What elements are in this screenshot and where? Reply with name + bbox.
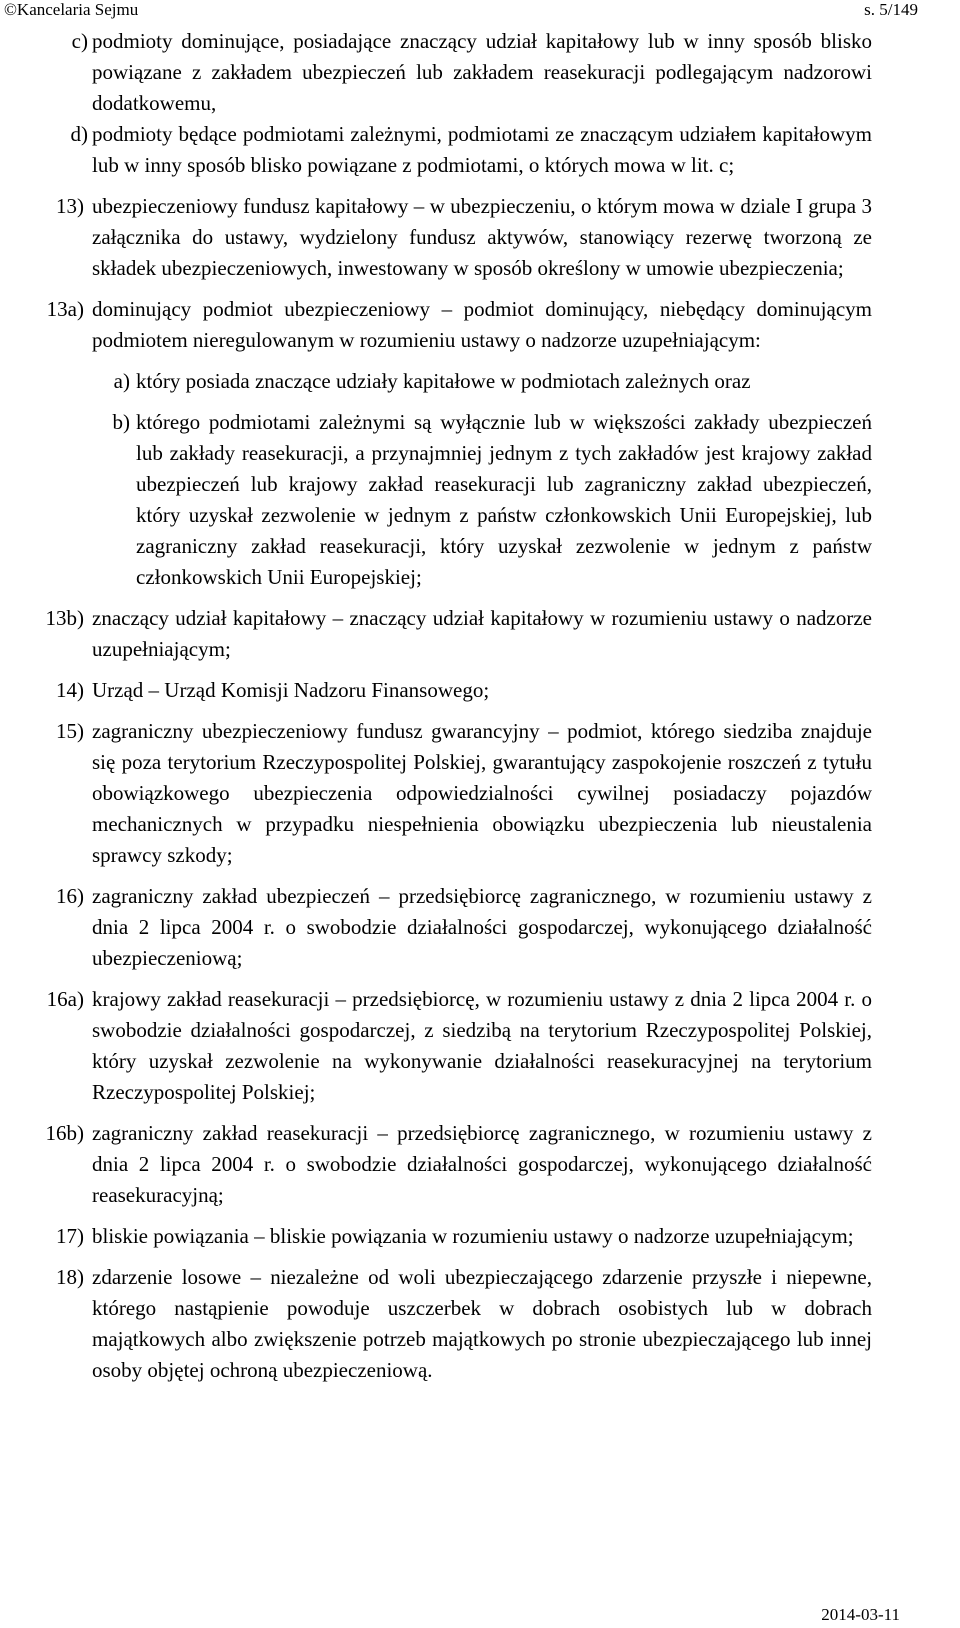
item-text: Urząd – Urząd Komisji Nadzoru Finansowego; <box>92 678 490 702</box>
item-text: który posiada znaczące udziały kapitałowe w podmiotach zależnych oraz <box>136 369 751 393</box>
item-text: ubezpieczeniowy fundusz kapitałowy – w ubezpieczeniu, o którym mowa w dziale I grupa 3 załącznika do ustawy, wydzielony fundusz aktywów, stanowiący rezerwę tworzoną ze składek ubezpieczeniowych, inwestowany w sposób określony w umowie ubezpieczenia; <box>92 194 872 280</box>
list-item <box>71 26 872 119</box>
item-label: 16a) <box>46 987 84 1011</box>
item-text: bliskie powiązania – bliskie powiązania w rozumieniu ustawy o nadzorze uzupełniającym; <box>92 1224 854 1248</box>
list-item <box>70 119 872 181</box>
list-item <box>46 984 872 1108</box>
item-label: 15) <box>56 719 84 743</box>
item-label: d) <box>70 122 88 146</box>
item-label: 16) <box>56 884 84 908</box>
list-item <box>45 1118 872 1211</box>
header-copyright: ©Kancelaria Sejmu <box>4 0 139 19</box>
item-label: 17) <box>56 1224 84 1248</box>
list-item <box>56 675 872 706</box>
item-text: dominujący podmiot ubezpieczeniowy – podmiot dominujący, niebędący dominującym podmiotem nieregulowanym w rozumieniu ustawy o nadzorze uzupełniającym: <box>92 297 872 352</box>
item-text: zagraniczny zakład reasekuracji – przedsiębiorcę zagranicznego, w rozumieniu ustawy z dnia 2 lipca 2004 r. o swobodzie działalności gospodarczej, wykonującego działalność reasekuracyjną; <box>92 1121 872 1207</box>
item-label: b) <box>112 410 130 434</box>
item-label: 18) <box>56 1265 84 1289</box>
item-text: zdarzenie losowe – niezależne od woli ubezpieczającego zdarzenie przyszłe i niepewne, którego nastąpienie powoduje uszczerbek w dobrach osobistych lub w dobrach majątkowych albo zwiększenie potrzeb majątkowych po stronie ubezpieczającego lub innej osoby objętej ochroną ubezpieczeniową. <box>92 1265 872 1382</box>
list-item <box>56 716 872 871</box>
footer-date: 2014-03-11 <box>821 1605 900 1624</box>
list-item <box>56 1221 872 1252</box>
list-item <box>56 1262 872 1386</box>
item-label: 13b) <box>45 606 84 630</box>
list-item <box>56 191 872 284</box>
item-label: 14) <box>56 678 84 702</box>
item-text: znaczący udział kapitałowy – znaczący udział kapitałowy w rozumieniu ustawy o nadzorze uzupełniającym; <box>92 606 872 661</box>
document-body <box>0 26 960 1396</box>
item-text: podmioty dominujące, posiadające znaczący udział kapitałowy lub w inny sposób blisko powiązane z zakładem ubezpieczeń lub zakładem reasekuracji podlegającym nadzorowi dodatkowemu, <box>92 29 872 115</box>
list-item <box>46 294 872 356</box>
list-item <box>45 603 872 665</box>
item-label: a) <box>113 369 130 393</box>
item-label: 13) <box>56 194 84 218</box>
item-text: którego podmiotami zależnymi są wyłącznie lub w większości zakłady ubezpieczeń lub zakłady reasekuracji, a przynajmniej jednym z tych zakładów jest krajowy zakład ubezpieczeń lub krajowy zakład reasekuracji lub zagraniczny zakład ubezpieczeń, który uzyskał zezwolenie w jednym z państw członkowskich Unii Europejskiej, lub zagraniczny zakład reasekuracji, który uzyskał zezwolenie w jednym z państw członkowskich Unii Europejskiej; <box>136 410 872 589</box>
list-item <box>56 881 872 974</box>
item-text: krajowy zakład reasekuracji – przedsiębiorcę, w rozumieniu ustawy z dnia 2 lipca 2004 r. o swobodzie działalności gospodarczej, z siedzibą na terytorium Rzeczypospolitej Polskiej, który uzyskał zezwolenie na wykonywanie działalności reasekuracyjnej na terytorium Rzeczypospolitej Polskiej; <box>92 987 872 1104</box>
item-label: 16b) <box>45 1121 84 1145</box>
list-item <box>112 407 872 593</box>
item-label: c) <box>71 29 88 53</box>
item-label: 13a) <box>46 297 84 321</box>
item-text: zagraniczny ubezpieczeniowy fundusz gwarancyjny – podmiot, którego siedziba znajduje się poza terytorium Rzeczypospolitej Polskiej, gwarantujący zaspokojenie roszczeń z tytułu obowiązkowego ubezpieczenia odpowiedzialności cywilnej posiadaczy pojazdów mechanicznych w przypadku niespełnienia obowiązku ubezpieczenia lub nieustalenia sprawcy szkody; <box>92 719 872 867</box>
list-item <box>113 366 872 397</box>
item-text: zagraniczny zakład ubezpieczeń – przedsiębiorcę zagranicznego, w rozumieniu ustawy z dnia 2 lipca 2004 r. o swobodzie działalności gospodarczej, wykonującego działalność ubezpieczeniową; <box>92 884 872 970</box>
item-text: podmioty będące podmiotami zależnymi, podmiotami ze znaczącym udziałem kapitałowym lub w inny sposób blisko powiązane z podmiotami, o których mowa w lit. c; <box>92 122 872 177</box>
page-number: s. 5/149 <box>864 0 918 19</box>
